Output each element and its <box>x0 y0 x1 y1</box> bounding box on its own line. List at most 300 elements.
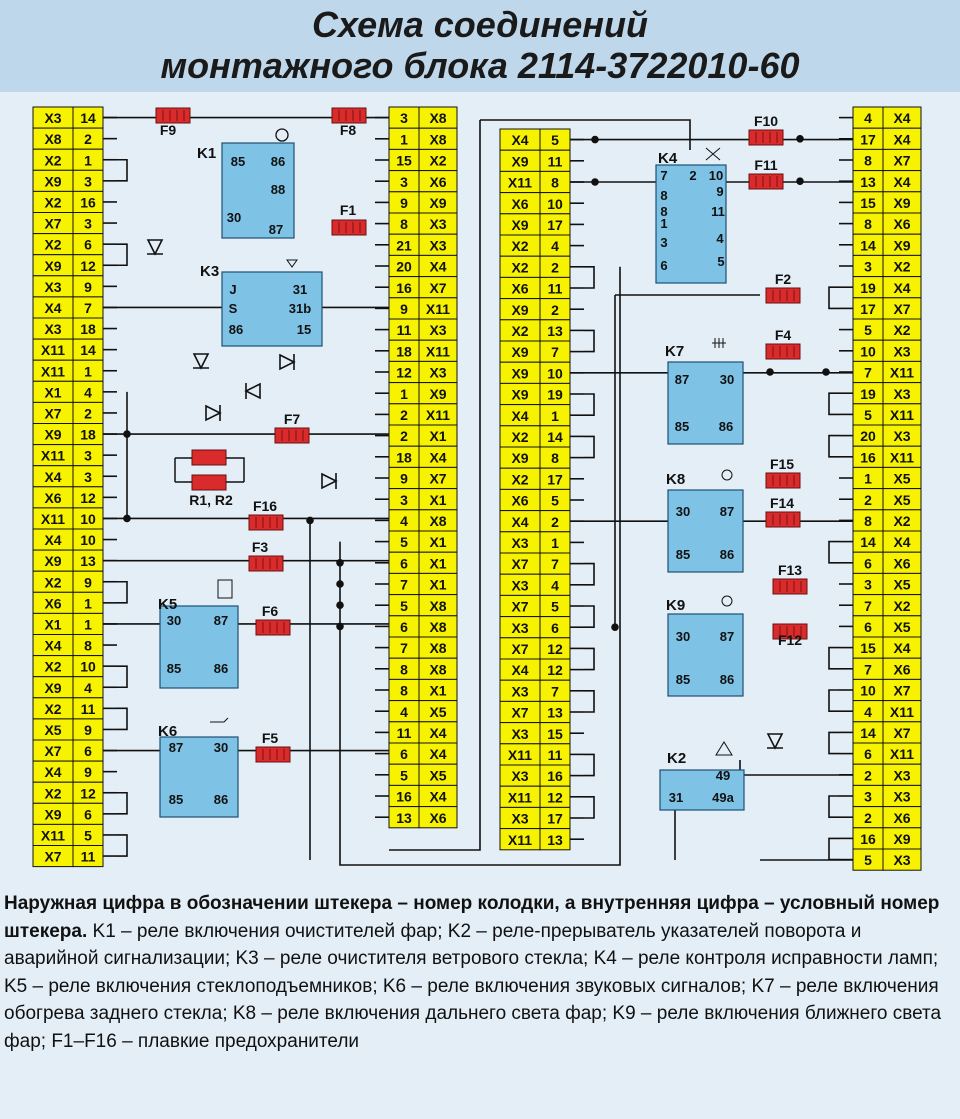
pin-label: 3 <box>84 447 92 464</box>
pin-label: X2 <box>44 700 62 717</box>
pin-label: X8 <box>429 513 447 529</box>
pin-label: X2 <box>893 597 911 614</box>
connector-pin <box>853 171 921 192</box>
relay-pin-label: 87 <box>674 372 690 387</box>
connector-pin <box>500 723 570 744</box>
relay-pin-label: 87 <box>168 740 184 755</box>
pin-label: X1 <box>429 576 447 593</box>
fuse-body <box>766 473 800 488</box>
connector-pin <box>500 659 570 680</box>
connector-pin <box>389 361 457 382</box>
connector-pin <box>500 744 570 765</box>
pin-label: 1 <box>84 595 92 612</box>
pin-label: 14 <box>860 237 876 254</box>
connector-pin <box>389 807 457 828</box>
pin-label: X11 <box>889 364 915 381</box>
connector-pin <box>853 595 921 616</box>
connector-pin <box>33 339 103 360</box>
fuse-body <box>156 108 190 123</box>
pin-label: 5 <box>551 492 559 509</box>
pin-label: X3 <box>429 216 447 233</box>
relay-pin-label: 8 <box>660 188 668 203</box>
connector-pin <box>33 276 103 297</box>
relay-label: K7 <box>665 343 685 360</box>
diode <box>147 240 163 254</box>
pin-label: X11 <box>40 511 66 527</box>
pin-label: 1 <box>84 616 92 633</box>
pin-label: X9 <box>429 385 447 402</box>
pin-label: 8 <box>551 450 559 467</box>
junction-dot <box>337 560 343 566</box>
pin-label: X2 <box>511 238 529 255</box>
connector-pin <box>853 658 921 679</box>
pin-label: 5 <box>400 534 408 551</box>
relay-pin-label: 11 <box>711 204 725 219</box>
connector-pin <box>500 341 570 362</box>
fuse-f12 <box>773 624 807 648</box>
pin-label: X1 <box>44 384 62 401</box>
relay-label: K9 <box>666 597 686 614</box>
connector-pin <box>853 785 921 806</box>
connector-pin <box>500 256 570 277</box>
pin-label: X5 <box>44 722 62 738</box>
fuse-label: F4 <box>774 327 792 343</box>
pin-label: X8 <box>429 619 447 635</box>
wire <box>584 797 594 818</box>
pin-label: 8 <box>864 152 872 169</box>
wire <box>829 838 839 859</box>
connector-pin <box>853 531 921 552</box>
connector-pin <box>389 722 457 743</box>
pin-label: 1 <box>84 363 92 380</box>
connector-pin <box>853 277 921 298</box>
connector-pin <box>853 510 921 531</box>
relay-pin-label: 3 <box>660 235 668 250</box>
pin-label: X7 <box>511 704 529 721</box>
fuse-f11 <box>749 157 783 189</box>
pin-label: 11 <box>396 322 412 339</box>
junction-dot <box>823 369 829 375</box>
connector-pin <box>389 658 457 679</box>
pin-label: X6 <box>893 555 911 572</box>
pin-label: X11 <box>507 831 533 848</box>
pin-label: 13 <box>547 704 563 721</box>
wire <box>829 732 839 753</box>
caption-text: K1 – реле включения очистителей фар; K2 – реле-прерыватель указателей поворота и аварийной сигнализации; K3 – реле очистителя ветрового стекла; K4 – реле контроля исправности ламп; K5 – реле включения стеклоподъемников; K6 – реле включения звуковых сигналов; K7 – реле включения обогрева заднего стекла; K8 – реле включения дальнего света фар; K9 – реле включения ближнего света фар; F1–F16 – плавкие предохранители <box>4 920 942 1052</box>
pin-label: 4 <box>84 384 92 401</box>
pin-label: 8 <box>864 513 872 529</box>
pin-label: 7 <box>864 661 872 678</box>
relay-pin-label: 30 <box>166 613 182 628</box>
pin-label: X3 <box>44 321 62 338</box>
pin-label: 6 <box>864 746 872 763</box>
fuse-f9 <box>156 108 190 138</box>
pin-label: 8 <box>400 661 408 678</box>
pin-label: 1 <box>864 470 872 487</box>
fuse-body <box>332 220 366 235</box>
pin-label: X4 <box>429 746 447 763</box>
pin-label: 13 <box>547 831 563 848</box>
pin-label: X3 <box>511 768 529 785</box>
pin-label: X4 <box>511 513 529 530</box>
relay-pin-label: 30 <box>675 504 691 519</box>
connector-pin <box>33 698 103 719</box>
pin-label: 12 <box>547 662 563 679</box>
pin-label: X3 <box>893 343 911 360</box>
pin-label: X7 <box>44 743 62 760</box>
pin-label: 5 <box>400 767 408 784</box>
diode-symbol <box>246 383 260 399</box>
pin-label: 11 <box>547 747 563 763</box>
pin-label: 6 <box>84 236 92 253</box>
fuse-label: F7 <box>283 411 301 427</box>
pin-label: X8 <box>429 597 447 614</box>
connector-pin <box>389 595 457 616</box>
pin-label: 4 <box>551 238 559 255</box>
pin-label: 19 <box>547 386 563 403</box>
pin-label: 1 <box>400 131 408 148</box>
pin-label: X2 <box>44 194 62 211</box>
pin-label: X1 <box>429 428 447 445</box>
pin-label: 4 <box>84 679 92 696</box>
pin-label: 3 <box>400 110 408 127</box>
pin-label: 11 <box>547 153 563 170</box>
hazard-icon <box>716 742 732 755</box>
pin-label: X2 <box>44 785 62 802</box>
connector-pin <box>33 677 103 698</box>
connector-pin <box>389 319 457 340</box>
pin-label: 18 <box>396 449 412 466</box>
fuse-body <box>766 512 800 527</box>
connector-pin <box>389 171 457 192</box>
title-line-2: монтажного блока 2114-3722010-60 <box>160 45 800 86</box>
pin-label: 14 <box>860 534 876 551</box>
connector-pin <box>853 213 921 234</box>
pin-label: X3 <box>429 364 447 381</box>
pin-label: X3 <box>893 852 911 869</box>
relay-pin-label: 85 <box>674 419 690 434</box>
pin-label: X2 <box>511 259 529 276</box>
pin-label: X11 <box>425 343 451 360</box>
pin-label: 20 <box>396 258 412 275</box>
relay-k1 <box>197 143 294 238</box>
connector-pin <box>853 446 921 467</box>
pin-label: X6 <box>44 489 62 506</box>
connector-pin <box>33 529 103 550</box>
connector-pin <box>500 320 570 341</box>
relay-pin-label: 85 <box>675 547 691 562</box>
diode <box>206 405 220 421</box>
relay-label: K8 <box>666 471 686 488</box>
pin-label: X4 <box>429 449 447 466</box>
pin-label: 2 <box>84 131 92 148</box>
pin-label: 13 <box>396 809 412 826</box>
relay-label: K5 <box>158 596 178 613</box>
fuse-label: F11 <box>754 157 778 173</box>
connector-pin <box>389 255 457 276</box>
connector-pin <box>853 383 921 404</box>
diode-symbol <box>206 405 220 421</box>
pin-label: 3 <box>864 258 872 275</box>
connector-pin <box>500 638 570 659</box>
connector-pin <box>853 361 921 382</box>
lamp-check-icon <box>706 148 720 160</box>
pin-label: X8 <box>429 110 447 127</box>
pin-label: 6 <box>400 746 408 763</box>
connector-pin <box>389 785 457 806</box>
pin-label: X8 <box>429 131 447 148</box>
pin-label: 12 <box>80 785 96 802</box>
connector-pin <box>389 298 457 319</box>
connector-pin <box>500 680 570 701</box>
relay-pin-label: 86 <box>270 154 286 169</box>
pin-label: 5 <box>84 827 92 844</box>
wire <box>117 160 127 181</box>
pin-label: X11 <box>425 301 451 317</box>
relay-k8 <box>666 471 743 572</box>
connector-pin <box>389 383 457 404</box>
pin-label: X6 <box>44 595 62 612</box>
pin-label: 19 <box>860 279 876 296</box>
wire <box>584 754 594 775</box>
pin-label: X4 <box>44 300 62 316</box>
low-beam-icon <box>722 596 732 606</box>
pin-label: X8 <box>44 131 62 148</box>
fuse-f14 <box>766 495 800 527</box>
relay-pin-label: 87 <box>268 222 284 237</box>
pin-label: 17 <box>547 471 563 488</box>
connector-pin <box>389 234 457 255</box>
connector-pin <box>500 405 570 426</box>
pin-label: 6 <box>84 806 92 823</box>
connector-pin <box>500 786 570 807</box>
connector-pin <box>33 824 103 845</box>
connector-pin <box>853 828 921 849</box>
pin-label: 1 <box>551 407 559 424</box>
connector-pin <box>853 319 921 340</box>
connector-pin <box>853 192 921 213</box>
pin-label: X4 <box>893 534 911 551</box>
pin-label: X6 <box>893 809 911 826</box>
pin-label: X2 <box>893 258 911 275</box>
pin-label: X9 <box>893 195 911 211</box>
connector-pin <box>853 849 921 870</box>
wire <box>117 582 127 603</box>
relay-pin-label: 4 <box>716 231 724 246</box>
pin-label: X4 <box>429 788 447 805</box>
pin-label: X6 <box>429 173 447 190</box>
relay-label: K3 <box>200 263 220 280</box>
pin-label: X4 <box>511 662 529 679</box>
junction-dot <box>612 624 618 630</box>
relay-pin-label: S <box>228 301 238 316</box>
pin-label: X7 <box>893 682 911 699</box>
connector-pin <box>389 679 457 700</box>
pin-label: X3 <box>44 110 62 127</box>
diode-symbol <box>193 354 209 368</box>
pin-label: 4 <box>400 703 408 720</box>
pin-label: 1 <box>84 152 92 169</box>
pin-label: 12 <box>547 789 563 806</box>
connector-pin <box>500 277 570 298</box>
pin-label: X4 <box>44 468 62 485</box>
pin-label: X2 <box>429 152 447 169</box>
pin-label: X11 <box>507 789 533 806</box>
connector-pin <box>33 149 103 170</box>
pin-label: X4 <box>511 132 529 149</box>
fuse-f1 <box>332 202 366 235</box>
pin-label: X2 <box>511 323 529 339</box>
junction-dot <box>592 137 598 143</box>
pin-label: 13 <box>860 173 876 190</box>
connector-pin <box>33 234 103 255</box>
pin-label: X11 <box>889 746 915 763</box>
connector-pin <box>389 107 457 128</box>
pin-label: 15 <box>547 725 563 742</box>
relay-k4 <box>656 150 726 283</box>
relay-pin-label: 1 <box>660 216 668 231</box>
fuse-body <box>249 556 283 571</box>
pin-label: 8 <box>84 637 92 654</box>
pin-label: 19 <box>860 385 876 402</box>
wire <box>829 287 839 308</box>
pin-label: 5 <box>551 598 559 615</box>
pin-label: 3 <box>84 468 92 485</box>
connector-pin <box>33 740 103 761</box>
relay-pin-label: 9 <box>716 184 724 199</box>
fuse-label: F3 <box>251 539 269 555</box>
pin-label: 7 <box>864 597 872 614</box>
pin-label: X7 <box>511 556 529 573</box>
pin-label: X6 <box>511 492 529 509</box>
connector-pin <box>389 467 457 488</box>
pin-label: 14 <box>80 110 96 127</box>
fuse-body <box>773 579 807 594</box>
pin-label: X3 <box>511 619 529 636</box>
relay-pin-label: 31b <box>288 301 312 316</box>
pin-label: 6 <box>551 619 559 636</box>
pin-label: X3 <box>893 428 911 445</box>
pin-label: 3 <box>400 173 408 190</box>
pin-label: X6 <box>511 195 529 212</box>
pin-label: 5 <box>400 597 408 614</box>
wire <box>584 436 594 457</box>
wire <box>117 244 127 265</box>
pin-label: X8 <box>429 661 447 678</box>
wire <box>117 835 127 856</box>
relay-pin-label: 7 <box>660 168 668 183</box>
pin-label: 14 <box>547 429 563 445</box>
pin-label: X11 <box>425 407 451 423</box>
pin-label: 4 <box>400 513 408 529</box>
pin-label: 12 <box>396 364 412 381</box>
fuse-f2 <box>766 271 800 303</box>
pin-label: X3 <box>511 683 529 700</box>
pin-label: 2 <box>864 767 872 784</box>
relay-pin-label: 31 <box>668 790 684 805</box>
pin-label: 17 <box>547 810 563 827</box>
diode-symbol <box>767 734 783 748</box>
relay-pin-label: 6 <box>660 258 668 273</box>
pin-label: X11 <box>889 703 915 720</box>
pin-label: X9 <box>511 344 529 361</box>
connector-pin <box>500 489 570 510</box>
resistor-label: R1, R2 <box>189 492 233 508</box>
relay-pin-label: 86 <box>228 322 244 337</box>
resistors-r1-r2 <box>175 450 244 508</box>
pin-label: 2 <box>400 407 408 423</box>
pin-label: 5 <box>864 852 872 869</box>
pin-label: 13 <box>547 323 563 339</box>
pin-label: X8 <box>429 640 447 657</box>
wire <box>584 648 594 669</box>
relay-pin-label: 87 <box>719 504 735 519</box>
pin-label: X9 <box>44 553 62 570</box>
connector-pin <box>389 277 457 298</box>
pin-label: 7 <box>84 300 92 316</box>
pin-label: 2 <box>84 405 92 422</box>
pin-label: X1 <box>429 682 447 699</box>
fuse-f16 <box>249 498 283 530</box>
pin-label: 21 <box>396 237 412 254</box>
fuse-label: F14 <box>769 495 795 511</box>
relay-pin-label: 86 <box>718 419 734 434</box>
headlight-icon <box>276 129 288 141</box>
connector-pin <box>853 722 921 743</box>
fuse-label: F9 <box>159 122 177 138</box>
pin-label: 16 <box>547 768 563 785</box>
connector-pin <box>33 381 103 402</box>
diode <box>246 383 260 399</box>
connector-pin <box>389 616 457 637</box>
fuse-body <box>332 108 366 123</box>
connector-pin <box>33 360 103 381</box>
relay-pin-label: 88 <box>270 182 286 197</box>
pin-label: X4 <box>893 131 911 148</box>
pin-label: X4 <box>429 725 447 741</box>
pin-label: 10 <box>80 511 96 527</box>
pin-label: 12 <box>80 257 96 274</box>
pin-label: X3 <box>511 535 529 551</box>
connector-pin <box>500 447 570 468</box>
wire <box>584 394 594 415</box>
pin-label: X7 <box>429 470 447 487</box>
connector-pin <box>389 510 457 531</box>
connector-pin <box>500 129 570 150</box>
junction-dot <box>337 623 343 629</box>
junction-dot <box>797 178 803 184</box>
pin-label: 10 <box>80 658 96 675</box>
pin-label: X9 <box>44 806 62 823</box>
pin-label: X4 <box>893 110 911 127</box>
wire <box>584 267 594 288</box>
connector-pin <box>33 128 103 149</box>
pin-label: 7 <box>400 640 408 657</box>
relay-pin-label: 30 <box>719 372 735 387</box>
pin-label: X4 <box>44 532 62 549</box>
pin-label: 16 <box>396 279 412 296</box>
relay-pin-label: 2 <box>689 168 697 183</box>
pin-label: 11 <box>547 280 563 297</box>
relay-label: K4 <box>658 150 678 167</box>
pin-label: X3 <box>893 767 911 784</box>
pin-label: X4 <box>429 258 447 275</box>
junction-dot <box>124 515 130 521</box>
pin-label: 10 <box>860 343 876 360</box>
fuse-label: F1 <box>339 202 357 218</box>
pin-label: 8 <box>400 682 408 699</box>
connector-pin <box>389 573 457 594</box>
